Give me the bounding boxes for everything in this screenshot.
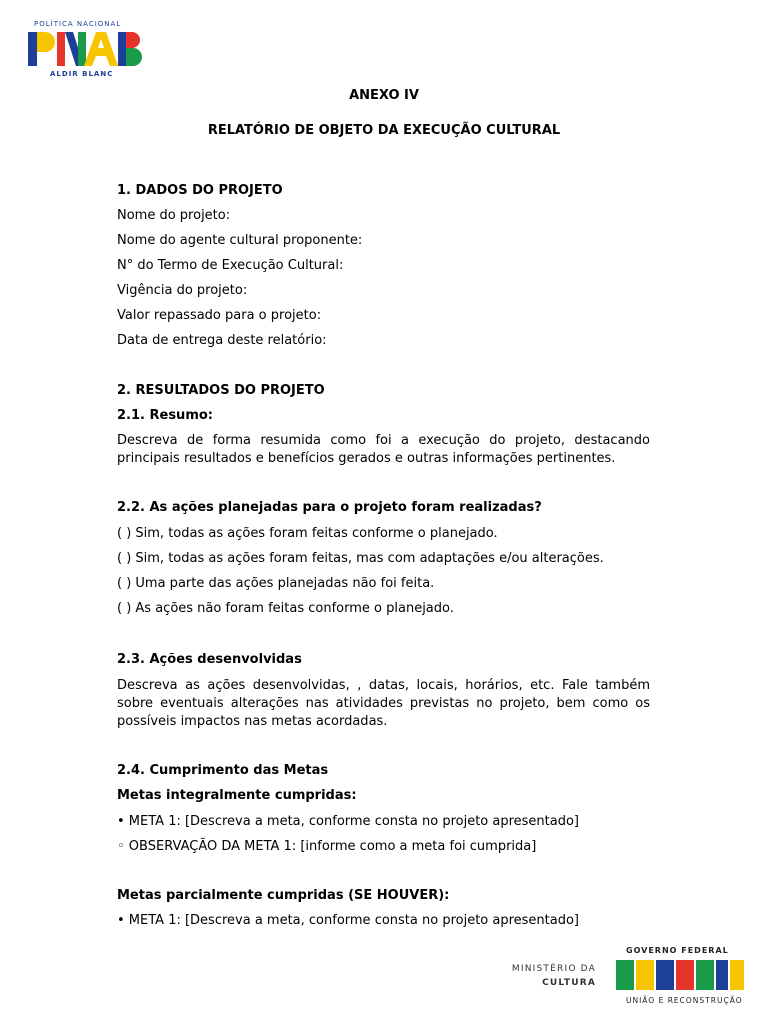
pnab-logo-top-text: POLÍTICA NACIONAL [34, 20, 122, 28]
field-amount: Valor repassado para o projeto: [117, 308, 322, 323]
section24-heading: 2.4. Cumprimento das Metas [117, 763, 329, 778]
section22-heading: 2.2. As ações planejadas para o projeto foram realizadas? [117, 500, 542, 515]
option-all-done: ( ) Sim, todas as ações foram feitas conforme o planejado. [117, 526, 498, 541]
ministry-logo [500, 962, 596, 990]
full-goals-heading: Metas integralmente cumpridas: [117, 788, 357, 803]
goal-1-observation: ◦ OBSERVAÇÃO DA META 1: [informe como a meta foi cumprida] [117, 839, 537, 854]
pnab-logo-mark [26, 30, 146, 70]
section21-heading: 2.1. Resumo: [117, 408, 213, 423]
pnab-logo [26, 18, 146, 82]
field-agent-name: Nome do agente cultural proponente: [117, 233, 363, 248]
section21-text: Descreva de forma resumida como foi a execução do projeto, destacando principais resultados e benefícios gerados e outras informações pertinentes. [117, 433, 650, 466]
field-validity: Vigência do projeto: [117, 283, 248, 298]
option-partial: ( ) Uma parte das ações planejadas não foi feita. [117, 576, 435, 591]
field-project-name: Nome do projeto: [117, 208, 231, 223]
gov-brasil-logo [614, 946, 746, 1010]
ministry-line1: MINISTÉRIO DA [511, 964, 596, 974]
gov-logo-top-text: GOVERNO FEDERAL [626, 946, 729, 955]
document-title: ANEXO IV [349, 88, 419, 103]
option-done-adapted: ( ) Sim, todas as ações foram feitas, mas com adaptações e/ou alterações. [117, 551, 604, 566]
section2-heading: 2. RESULTADOS DO PROJETO [117, 383, 325, 398]
gov-logo-mark [614, 958, 746, 994]
document-subtitle: RELATÓRIO DE OBJETO DA EXECUÇÃO CULTURAL [207, 123, 561, 138]
partial-goals-heading: Metas parcialmente cumpridas (SE HOUVER): [117, 888, 450, 903]
ministry-line2: CULTURA [542, 978, 596, 988]
goal-1-item: • META 1: [Descreva a meta, conforme consta no projeto apresentado] [117, 814, 580, 829]
section1-heading: 1. DADOS DO PROJETO [117, 183, 283, 198]
section23-heading: 2.3. Ações desenvolvidas [117, 652, 302, 667]
field-delivery-date: Data de entrega deste relatório: [117, 333, 327, 348]
field-term-number: N° do Termo de Execução Cultural: [117, 258, 344, 273]
section23-text: Descreva as ações desenvolvidas, , datas, locais, horários, etc. Fale também sobre eventuais alterações nas atividades previstas no projeto, bem como os possíveis impactos nas metas acordadas. [117, 678, 650, 729]
partial-goal-1-item: • META 1: [Descreva a meta, conforme consta no projeto apresentado] [117, 913, 580, 928]
pnab-logo-bottom-text: ALDIR BLANC [50, 70, 114, 78]
option-not-done: ( ) As ações não foram feitas conforme o planejado. [117, 601, 454, 616]
gov-logo-bottom-text: UNIÃO E RECONSTRUÇÃO [626, 996, 743, 1005]
